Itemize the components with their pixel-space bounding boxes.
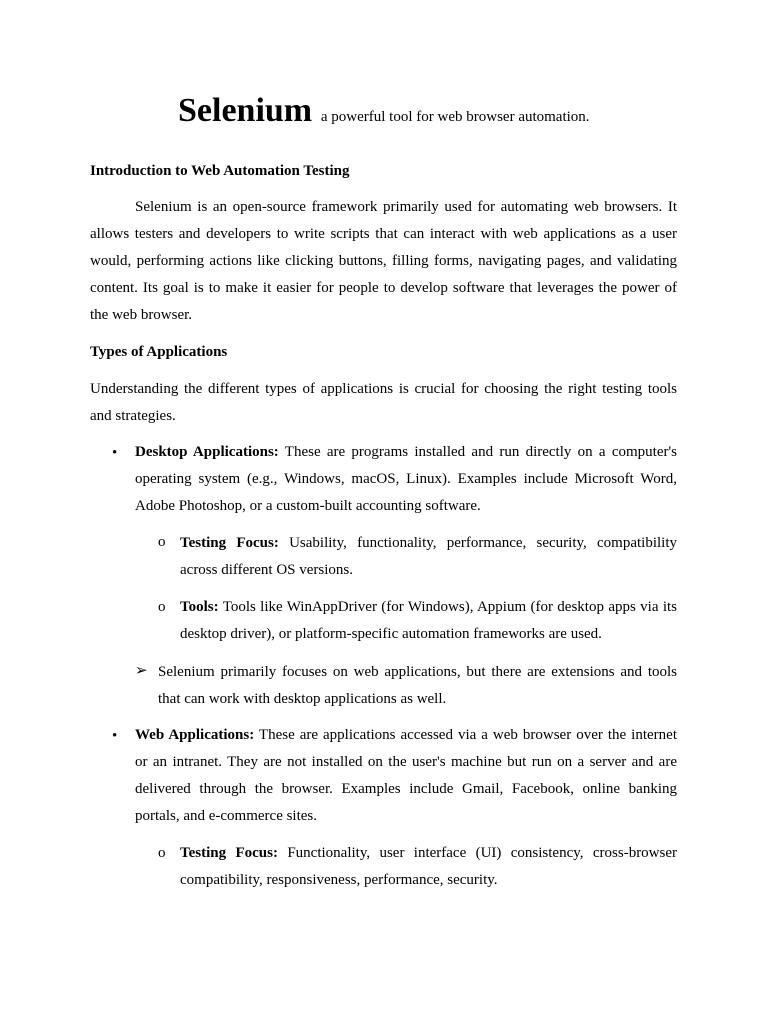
list-item-desktop-tools bbox=[180, 594, 677, 648]
desktop-testing-focus-label: Testing Focus: bbox=[180, 535, 279, 551]
title-subtitle: a powerful tool for web browser automation. bbox=[320, 109, 590, 125]
types-paragraph: Understanding the different types of applications is crucial for choosing the right testing tools and strategies. bbox=[90, 381, 677, 424]
desktop-text: These are programs installed and run directly on a computer's operating system (e.g., Windows, macOS, Linux). Examples include Microsoft Word, Adobe Photoshop, or a custom-built accounting software. bbox=[135, 444, 678, 514]
bullet-marker: • bbox=[112, 728, 118, 744]
list-item-desktop bbox=[135, 439, 677, 520]
sub-bullet-marker: o bbox=[158, 845, 166, 861]
desktop-tools-text: Tools like WinAppDriver (for Windows), Appium (for desktop apps via its desktop driver), or platform-specific automation frameworks are used. bbox=[180, 599, 677, 642]
title-main: Selenium bbox=[178, 92, 313, 129]
list-item-web-testing-focus bbox=[180, 840, 677, 894]
sub-bullet-marker: o bbox=[158, 534, 166, 550]
bullet-marker: • bbox=[112, 445, 118, 461]
types-heading: Types of Applications bbox=[90, 344, 228, 360]
web-label: Web Applications: bbox=[135, 727, 255, 743]
web-text: These are applications accessed via a web browser over the internet or an intranet. They are not installed on the user's machine but run on a server and are delivered through the browser. Examples include Gmail, Facebook, online banking portals, and e-commerce sites. bbox=[135, 727, 677, 824]
web-testing-focus-label: Testing Focus: bbox=[180, 845, 278, 861]
intro-paragraph: Selenium is an open-source framework primarily used for automating web browsers. It allows testers and developers to write scripts that can interact with web applications as a user would, performing actions like clicking buttons, filling forms, navigating pages, and validating content. Its goal is to make it easier for people to develop software that leverages the power of the web browser. bbox=[90, 199, 677, 323]
list-item-desktop-testing-focus bbox=[180, 530, 677, 584]
desktop-label: Desktop Applications: bbox=[135, 444, 279, 460]
list-item-web bbox=[135, 722, 677, 830]
intro-heading: Introduction to Web Automation Testing bbox=[90, 163, 350, 179]
document-title bbox=[178, 92, 590, 130]
arrow-marker: ➢ bbox=[135, 663, 148, 679]
sub-bullet-marker: o bbox=[158, 599, 166, 615]
desktop-tools-label: Tools: bbox=[180, 599, 219, 615]
desktop-note: Selenium primarily focuses on web applications, but there are extensions and tools that can work with desktop applications as well. bbox=[158, 664, 677, 707]
desktop-testing-focus-text: Usability, functionality, performance, security, compatibility across different OS versions. bbox=[180, 535, 677, 578]
web-testing-focus-text: Functionality, user interface (UI) consistency, cross-browser compatibility, responsiveness, performance, security. bbox=[180, 845, 678, 888]
